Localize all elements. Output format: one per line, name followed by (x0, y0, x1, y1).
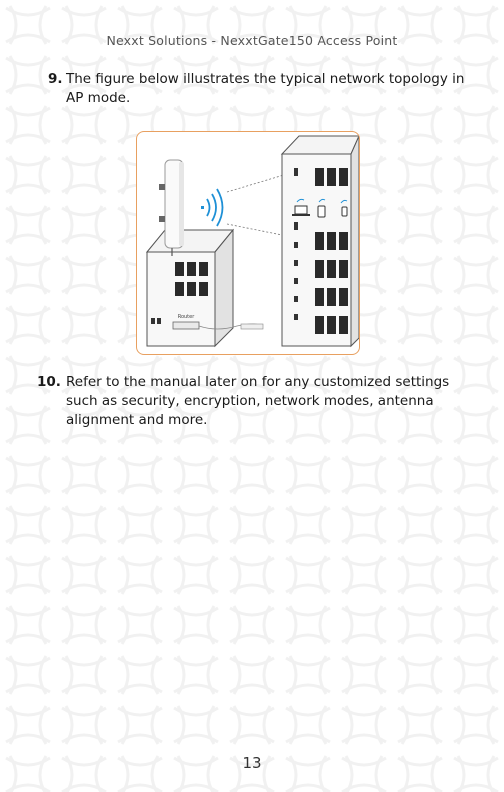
step-10 (37, 373, 477, 430)
tall-building-icon (282, 136, 359, 346)
step-text: Refer to the manual later on for any customized settings such as security, encryption, network modes, antenna alignment and more. (66, 374, 450, 428)
router-label: Router (177, 314, 195, 320)
ap-topology-figure (136, 131, 360, 355)
page-number: 13 (242, 754, 262, 772)
step-number: 9. (48, 71, 63, 87)
signal-beam-lines (227, 174, 287, 236)
step-9 (48, 70, 468, 108)
step-number: 10. (37, 374, 61, 390)
wifi-signal-icon (201, 189, 223, 226)
page-header: Nexxt Solutions - NexxtGate150 Access Point (106, 33, 398, 48)
step-text: The figure below illustrates the typical network topology in AP mode. (66, 71, 465, 106)
